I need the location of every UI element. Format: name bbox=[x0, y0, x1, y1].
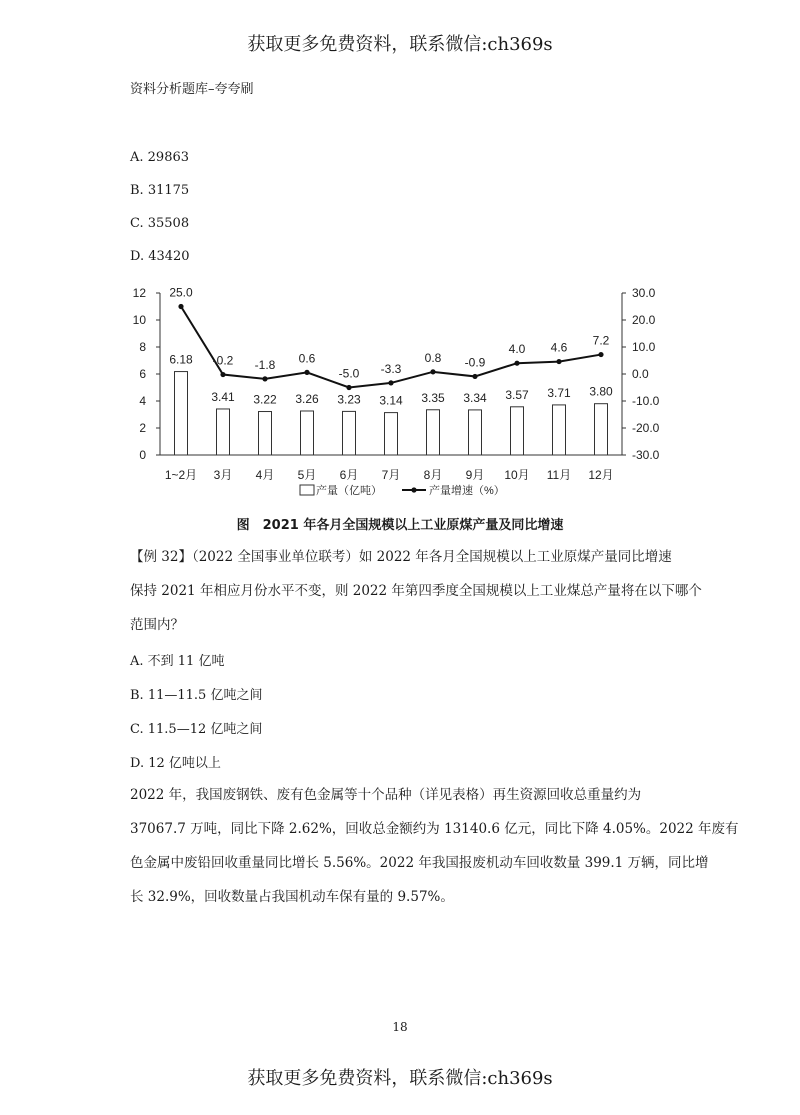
growth-point bbox=[598, 352, 603, 357]
left-tick-label: 4 bbox=[139, 394, 146, 408]
bar-3 bbox=[259, 412, 272, 455]
legend-bar-swatch bbox=[300, 485, 314, 495]
bar-8 bbox=[469, 410, 482, 455]
question-line-2: 保持 2021 年相应月份水平不变，则 2022 年第四季度全国规模以上工业煤总产量将在以下哪个 bbox=[130, 583, 702, 599]
page-number: 18 bbox=[392, 1020, 408, 1034]
bar-7 bbox=[427, 410, 440, 455]
growth-value-label: -0.9 bbox=[464, 355, 486, 370]
bottom-banner: 获取更多免费资料，联系微信:ch369s bbox=[247, 1068, 553, 1089]
growth-value-label: 0.6 bbox=[298, 351, 316, 366]
right-tick-label: -10.0 bbox=[632, 394, 660, 408]
left-tick-label: 12 bbox=[132, 286, 146, 300]
question-stem bbox=[130, 540, 702, 642]
x-tick-label: 1~2月 bbox=[164, 468, 198, 482]
bar-11 bbox=[595, 404, 608, 455]
paragraph-line-2: 37067.7 万吨，同比下降 2.62%，回收总金额约为 13140.6 亿元，同比下降 4.05%。2022 年废有 bbox=[130, 821, 739, 837]
bar-6 bbox=[385, 413, 398, 455]
growth-value-label: -0.2 bbox=[212, 353, 234, 368]
bar-value-label: 3.26 bbox=[295, 391, 319, 406]
right-tick-label: -20.0 bbox=[632, 421, 660, 435]
bar-value-label: 3.35 bbox=[421, 390, 445, 405]
top-banner: 获取更多免费资料，联系微信:ch369s bbox=[247, 34, 553, 55]
bar-2 bbox=[217, 409, 230, 455]
growth-point bbox=[304, 370, 309, 375]
paragraph-line-4: 长 32.9%，回收数量占我国机动车保有量的 9.57%。 bbox=[130, 889, 454, 905]
right-tick-label: 20.0 bbox=[632, 313, 656, 327]
growth-point bbox=[262, 376, 267, 381]
x-tick-label: 7月 bbox=[381, 468, 401, 482]
growth-point bbox=[220, 372, 225, 377]
left-tick-label: 0 bbox=[139, 448, 146, 462]
right-tick-label: 10.0 bbox=[632, 340, 656, 354]
paragraph-line-1: 2022 年，我国废钢铁、废有色金属等十个品种（详见表格）再生资源回收总重量约为 bbox=[130, 787, 642, 803]
bar-value-label: 6.18 bbox=[169, 352, 193, 367]
right-tick-label: -30.0 bbox=[632, 448, 660, 462]
bar-5 bbox=[343, 411, 356, 455]
right-tick-label: 0.0 bbox=[632, 367, 649, 381]
x-tick-label: 3月 bbox=[213, 468, 233, 482]
paragraph-line-3: 色金属中废铅回收重量同比增长 5.56%。2022 年我国报废机动车回收数量 399.1 万辆，同比增 bbox=[130, 855, 709, 871]
prev-option-c: C. 35508 bbox=[130, 216, 190, 231]
bar-4 bbox=[301, 411, 314, 455]
bar-9 bbox=[511, 407, 524, 455]
left-tick-label: 6 bbox=[139, 367, 146, 381]
x-tick-label: 4月 bbox=[255, 468, 275, 482]
legend-bar-label: 产量（亿吨） bbox=[316, 485, 382, 497]
question-option-c: C. 11.5—12 亿吨之间 bbox=[130, 722, 263, 737]
bar-value-label: 3.41 bbox=[211, 389, 235, 404]
legend-line-marker bbox=[411, 487, 416, 492]
prev-option-d: D. 43420 bbox=[130, 249, 190, 264]
left-tick-label: 8 bbox=[139, 340, 146, 354]
growth-value-label: 4.0 bbox=[508, 342, 526, 357]
bar-1 bbox=[175, 372, 188, 455]
growth-value-label: -1.8 bbox=[254, 357, 276, 372]
material-paragraph bbox=[130, 778, 739, 914]
growth-value-label: 0.8 bbox=[424, 350, 442, 365]
x-tick-label: 8月 bbox=[423, 468, 443, 482]
growth-point bbox=[514, 361, 519, 366]
bar-value-label: 3.23 bbox=[337, 392, 361, 407]
growth-point bbox=[346, 385, 351, 390]
growth-point bbox=[430, 369, 435, 374]
bar-value-label: 3.71 bbox=[547, 385, 571, 400]
bar-value-label: 3.22 bbox=[253, 392, 277, 407]
x-tick-label: 11月 bbox=[546, 468, 572, 482]
question-line-3: 范围内？ bbox=[130, 617, 184, 633]
bar-value-label: 3.80 bbox=[589, 384, 613, 399]
prev-option-b: B. 31175 bbox=[130, 183, 190, 198]
bar-value-label: 3.34 bbox=[463, 390, 487, 405]
growth-value-label: 7.2 bbox=[592, 333, 610, 348]
x-tick-label: 5月 bbox=[297, 468, 317, 482]
growth-value-label: -5.0 bbox=[338, 366, 360, 381]
growth-point bbox=[388, 380, 393, 385]
growth-point bbox=[472, 374, 477, 379]
coal-output-chart bbox=[120, 282, 680, 507]
x-tick-label: 12月 bbox=[588, 468, 614, 482]
question-option-a: A. 不到 11 亿吨 bbox=[130, 654, 225, 669]
prev-option-a: A. 29863 bbox=[130, 150, 190, 165]
legend-line-label: 产量增速（%） bbox=[429, 485, 505, 497]
x-tick-label: 6月 bbox=[339, 468, 359, 482]
left-tick-label: 10 bbox=[132, 313, 146, 327]
bar-value-label: 3.14 bbox=[379, 393, 403, 408]
document-header: 资料分析题库–夸夸刷 bbox=[130, 82, 254, 97]
bar-10 bbox=[553, 405, 566, 455]
x-tick-label: 9月 bbox=[465, 468, 485, 482]
figure-caption: 图 2021 年各月全国规模以上工业原煤产量及同比增速 bbox=[236, 518, 564, 533]
growth-point bbox=[556, 359, 561, 364]
question-line-1: 【例 32】（2022 全国事业单位联考）如 2022 年各月全国规模以上工业原煤产量同比增速 bbox=[130, 549, 672, 565]
growth-value-label: 25.0 bbox=[169, 285, 193, 300]
left-tick-label: 2 bbox=[139, 421, 146, 435]
growth-value-label: -3.3 bbox=[380, 361, 402, 376]
growth-point bbox=[178, 304, 183, 309]
question-option-d: D. 12 亿吨以上 bbox=[130, 756, 221, 771]
x-tick-label: 10月 bbox=[504, 468, 530, 482]
growth-value-label: 4.6 bbox=[550, 340, 568, 355]
right-tick-label: 30.0 bbox=[632, 286, 656, 300]
bar-value-label: 3.57 bbox=[505, 387, 529, 402]
question-option-b: B. 11—11.5 亿吨之间 bbox=[130, 688, 263, 703]
